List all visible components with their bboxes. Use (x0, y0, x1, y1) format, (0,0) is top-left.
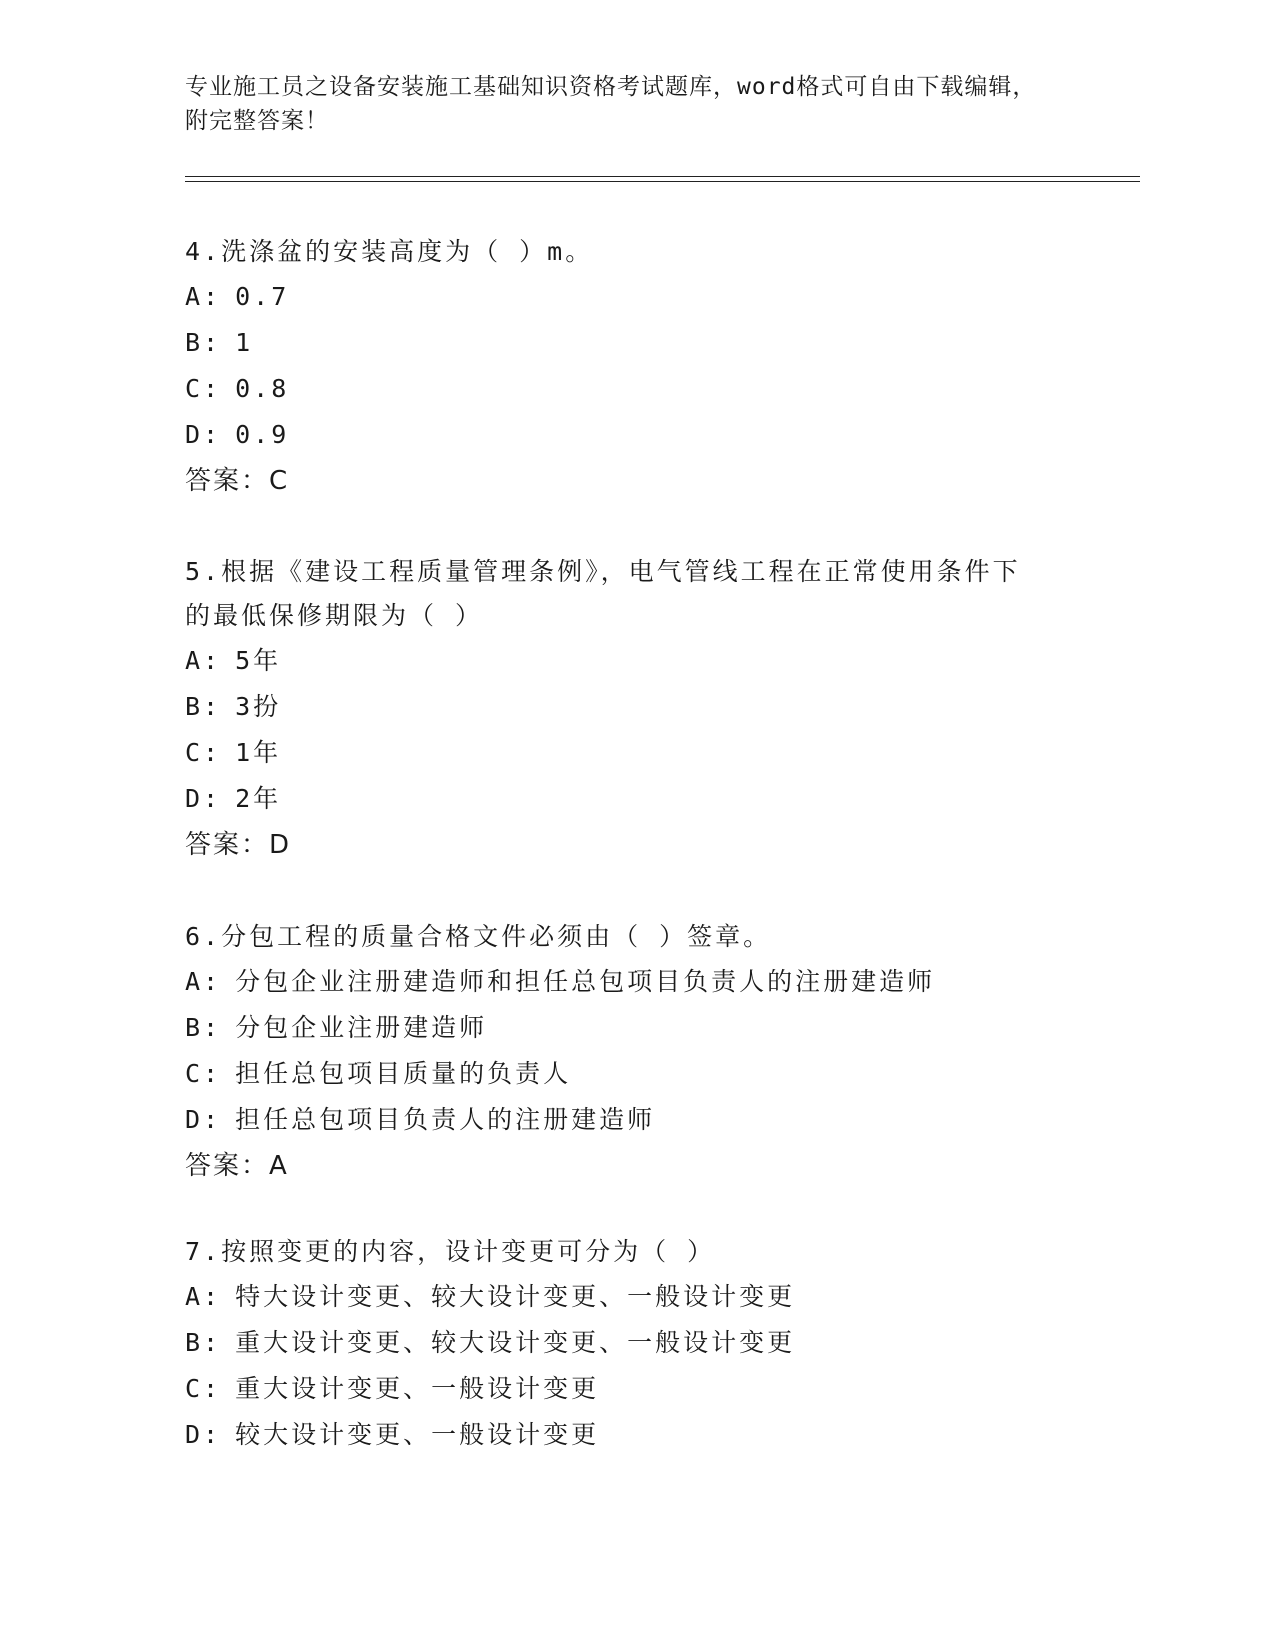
answer-line: 答案：C (185, 466, 290, 496)
option-c (185, 1366, 1085, 1412)
option-value: 担任总包项目负责人的注册建造师 (235, 1105, 656, 1134)
option-b (185, 1005, 1085, 1051)
header-line-2: 附完整答案！ (185, 108, 329, 134)
option-key: D: (185, 784, 222, 813)
option-key: A: (185, 282, 222, 311)
option-c (185, 366, 1085, 412)
option-value: 特大设计变更、较大设计变更、一般设计变更 (235, 1282, 796, 1311)
option-key: D: (185, 1105, 222, 1134)
question-text: 6.分包工程的质量合格文件必须由（ ）签章。 (185, 922, 772, 951)
option-value: 重大设计变更、一般设计变更 (235, 1374, 600, 1403)
question-text-continued: 的最低保修期限为（ ） (185, 601, 484, 630)
option-value: 0.9 (235, 420, 290, 449)
option-key: A: (185, 1282, 222, 1311)
header-divider-bottom (185, 181, 1140, 182)
option-value: 分包企业注册建造师和担任总包项目负责人的注册建造师 (235, 967, 936, 996)
option-d (185, 412, 1085, 458)
option-d (185, 1097, 1085, 1143)
question-block (185, 915, 1085, 1189)
option-key: D: (185, 420, 222, 449)
option-d (185, 776, 1085, 822)
question-block (185, 1230, 1085, 1458)
header-line-1: 专业施工员之设备安装施工基础知识资格考试题库，word格式可自由下载编辑， (185, 74, 1037, 100)
option-a (185, 1274, 1085, 1320)
option-key: C: (185, 1059, 222, 1088)
option-value: 较大设计变更、一般设计变更 (235, 1420, 600, 1449)
option-a (185, 274, 1085, 320)
option-d (185, 1412, 1085, 1458)
option-value: 2年 (235, 784, 282, 813)
option-c (185, 1051, 1085, 1097)
question-block (185, 230, 1085, 504)
answer-line: 答案：D (185, 830, 292, 860)
question-text: 4.洗涤盆的安装高度为（ ）m。 (185, 237, 594, 266)
option-key: C: (185, 374, 222, 403)
option-a (185, 638, 1085, 684)
document-header (185, 70, 1085, 138)
option-key: A: (185, 646, 222, 675)
header-divider-top (185, 176, 1140, 177)
answer-line: 答案：A (185, 1151, 289, 1181)
option-key: B: (185, 1013, 222, 1042)
option-c (185, 730, 1085, 776)
option-key: C: (185, 738, 222, 767)
option-value: 0.8 (235, 374, 290, 403)
question-text: 7.按照变更的内容，设计变更可分为（ ） (185, 1237, 716, 1266)
option-value: 5年 (235, 646, 282, 675)
option-key: B: (185, 1328, 222, 1357)
option-key: B: (185, 692, 222, 721)
option-value: 重大设计变更、较大设计变更、一般设计变更 (235, 1328, 796, 1357)
option-b (185, 320, 1085, 366)
option-key: D: (185, 1420, 222, 1449)
option-value: 担任总包项目质量的负责人 (235, 1059, 572, 1088)
question-block (185, 550, 1085, 868)
option-value: 3扮 (235, 692, 282, 721)
option-key: A: (185, 967, 222, 996)
option-key: C: (185, 1374, 222, 1403)
option-key: B: (185, 328, 222, 357)
option-value: 0.7 (235, 282, 290, 311)
option-value: 1年 (235, 738, 282, 767)
option-value: 分包企业注册建造师 (235, 1013, 488, 1042)
option-a (185, 959, 1085, 1005)
option-b (185, 1320, 1085, 1366)
option-value: 1 (235, 328, 254, 357)
option-b (185, 684, 1085, 730)
question-text: 5.根据《建设工程质量管理条例》，电气管线工程在正常使用条件下 (185, 557, 1021, 586)
